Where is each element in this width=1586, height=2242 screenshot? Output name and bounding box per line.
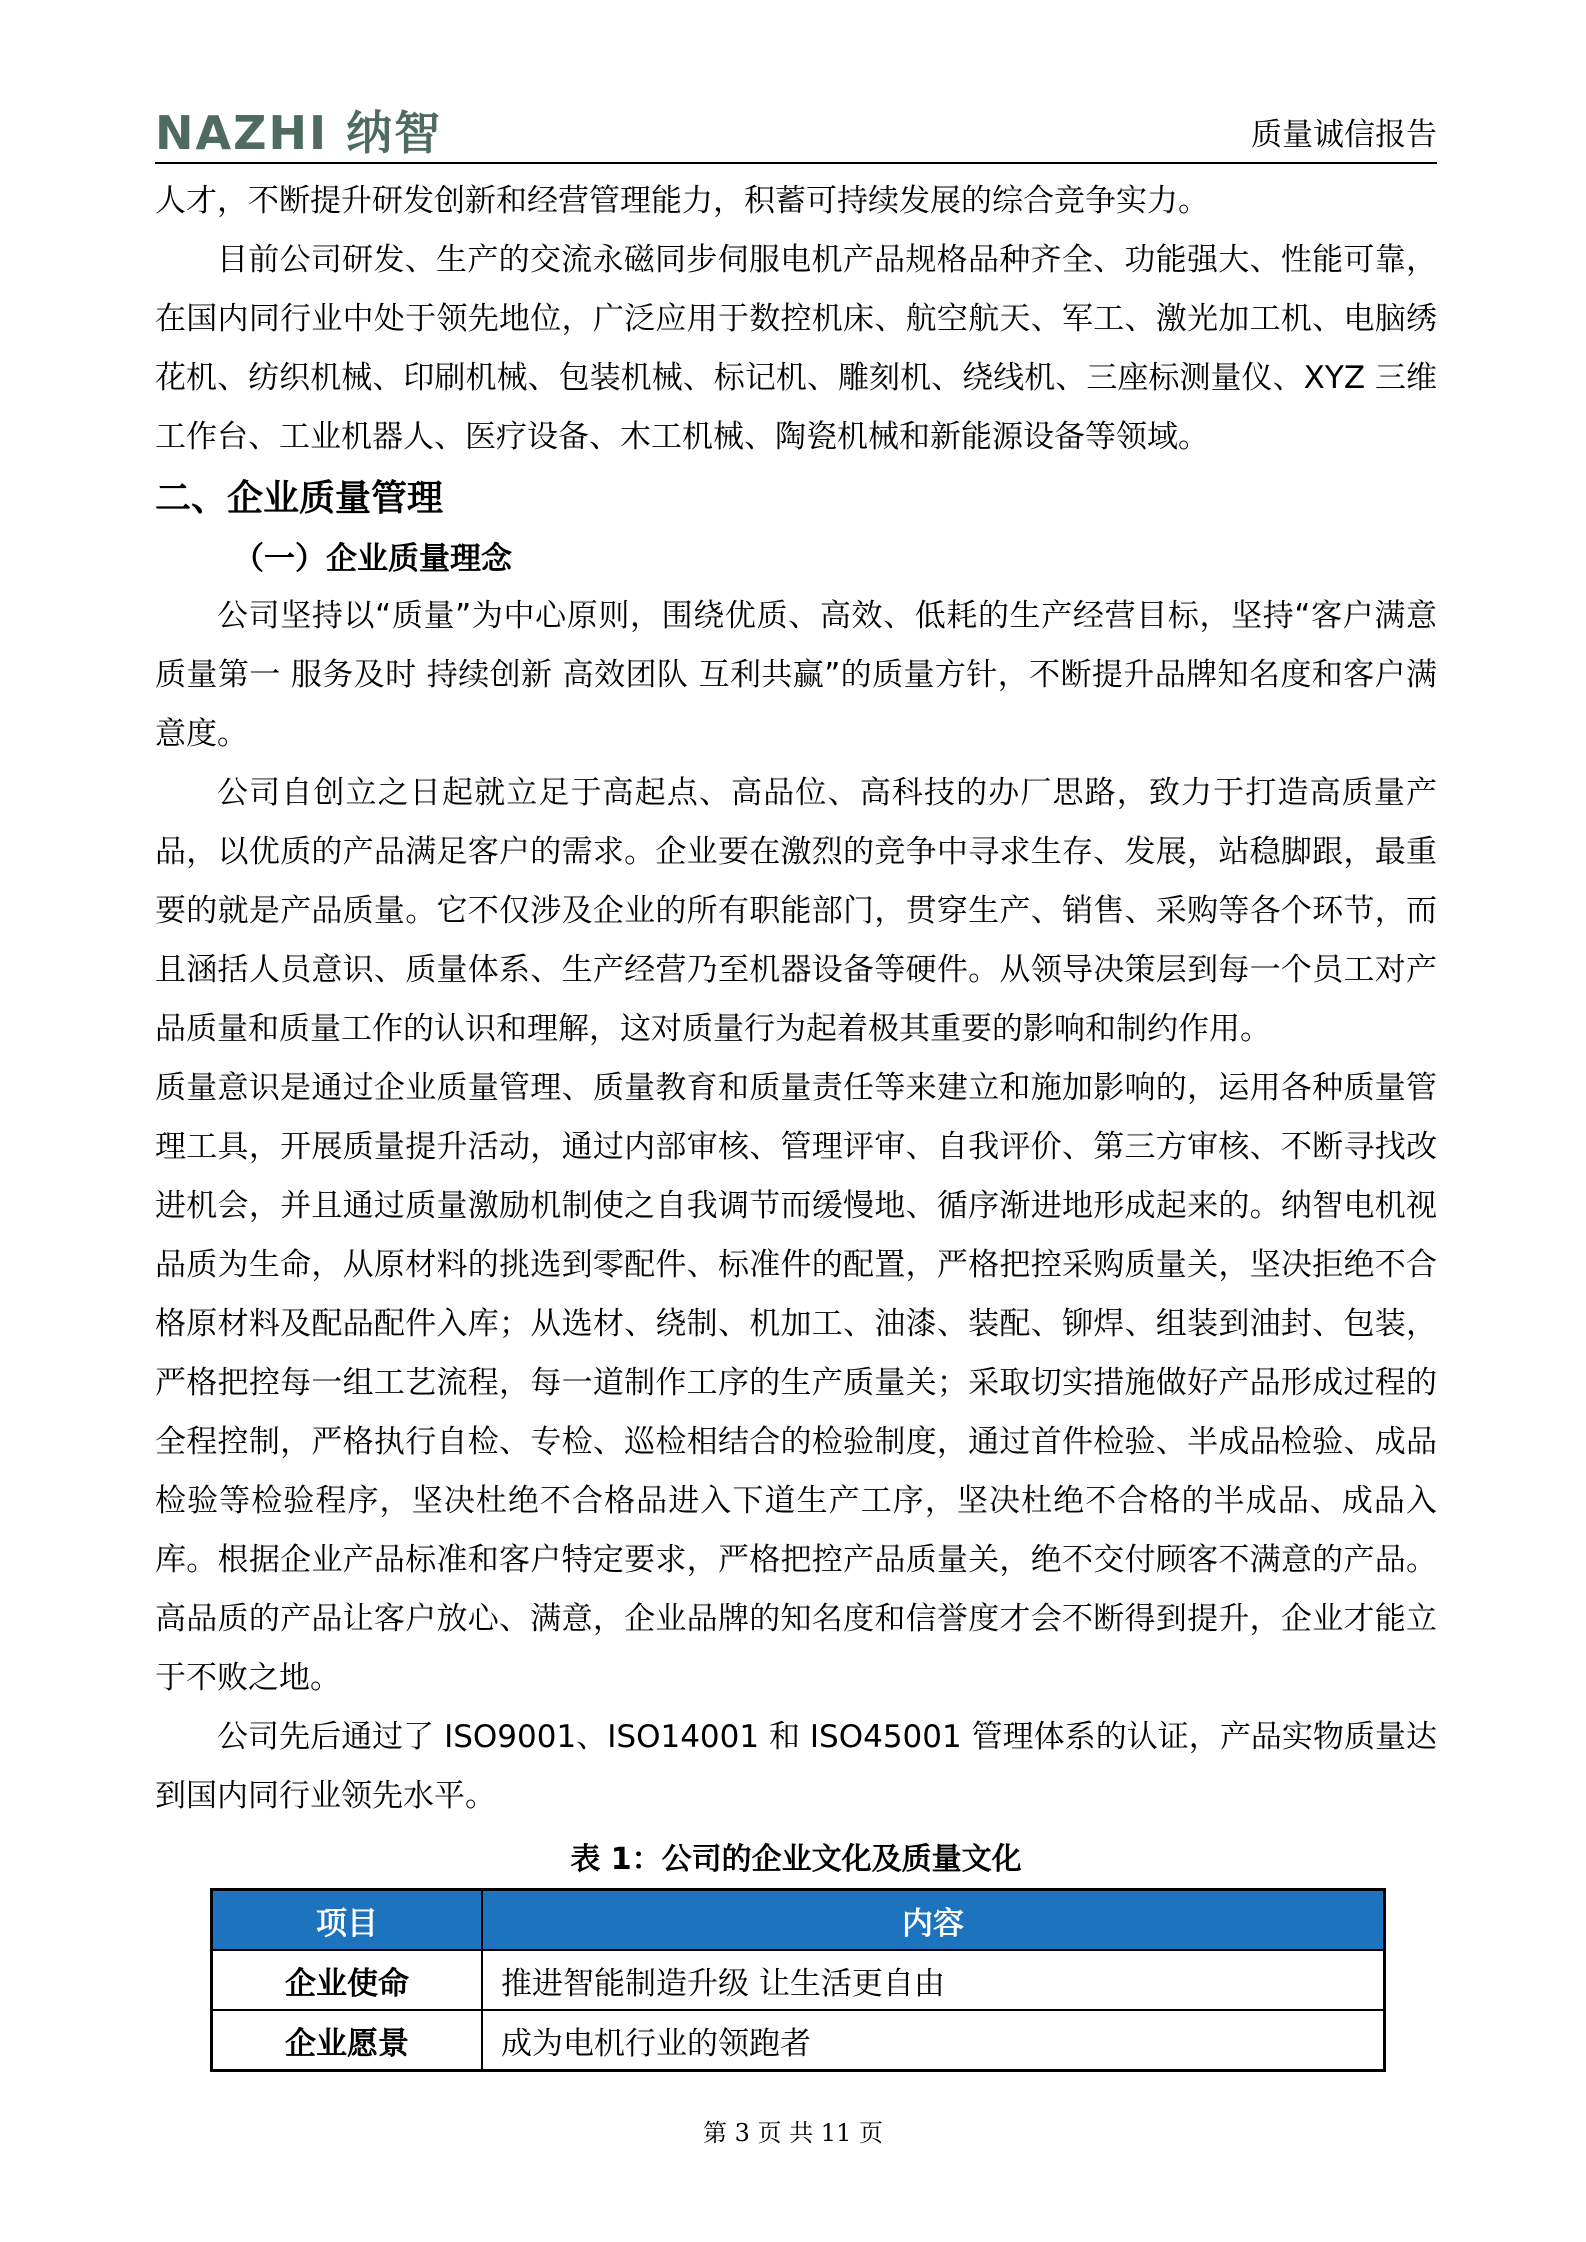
table-header-row <box>212 1890 1385 1951</box>
paragraph-quality-approach: 公司自创立之日起就立足于高起点、高品位、高科技的办厂思路，致力于打造高质量产品，以优质的产品满足客户的需求。企业要在激烈的竞争中寻求生存、发展，站稳脚跟，最重要的就是产品质量。它不仅涉及企业的所有职能部门，贯穿生产、销售、采购等各个环节，而且涵括人员意识、质量体系、生产经营乃至机器设备等硬件。从领导决策层到每一个员工对产品质量和质量工作的认识和理解，这对质量行为起着极其重要的影响和制约作用。 <box>155 775 1437 1047</box>
page-content <box>155 172 1437 2072</box>
column-header-content: 内容 <box>482 1890 1385 1951</box>
page-header <box>155 105 1437 165</box>
column-header-item: 项目 <box>212 1890 483 1951</box>
culture-table <box>210 1888 1386 2072</box>
table-cell-content: 推进智能制造升级 让生活更自由 <box>482 1950 1385 2010</box>
table-cell-item: 企业愿景 <box>212 2010 483 2071</box>
paragraph-quality-awareness: 质量意识是通过企业质量管理、质量教育和质量责任等来建立和施加影响的，运用各种质量管理工具，开展质量提升活动，通过内部审核、管理评审、自我评价、第三方审核、不断寻找改进机会，并且通过质量激励机制使之自我调节而缓慢地、循序渐进地形成起来的。纳智电机视品质为生命，从原材料的挑选到零配件、标准件的配置，严格把控采购质量关，坚决拒绝不合格原材料及配品配件入库；从选材、绕制、机加工、油漆、装配、铆焊、组装到油封、包装，严格把控每一组工艺流程，每一道制作工序的生产质量关；采取切实措施做好产品形成过程的全程控制，严格执行自检、专检、巡检相结合的检验制度，通过首件检验、半成品检验、成品检验等检验程序，坚决杜绝不合格品进入下道生产工序，坚决杜绝不合格的半成品、成品入库。根据企业产品标准和客户特定要求，严格把控产品质量关，绝不交付顾客不满意的产品。高品质的产品让客户放心、满意，企业品牌的知名度和信誉度才会不断得到提升，企业才能立于不败之地。 <box>155 1070 1437 1696</box>
paragraph-quality-policy: 公司坚持以“质量”为中心原则，围绕优质、高效、低耗的生产经营目标，坚持“客户满意 质量第一 服务及时 持续创新 高效团队 互利共赢”的质量方针，不断提升品牌知名度和客户满意度。 <box>155 598 1437 752</box>
paragraph-certifications: 公司先后通过了 ISO9001、ISO14001 和 ISO45001 管理体系的认证，产品实物质量达到国内同行业领先水平。 <box>155 1719 1437 1814</box>
table-cell-item: 企业使命 <box>212 1950 483 2010</box>
table-row <box>212 1950 1385 2010</box>
page-number: 第 3 页 共 11 页 <box>703 2119 883 2147</box>
section-heading-quality-management: 二、企业质量管理 <box>155 478 444 519</box>
subsection-heading-quality-philosophy: （一）企业质量理念 <box>233 541 512 577</box>
report-title: 质量诚信报告 <box>1251 117 1437 153</box>
paragraph-products: 目前公司研发、生产的交流永磁同步伺服电机产品规格品种齐全、功能强大、性能可靠，在国内同行业中处于领先地位，广泛应用于数控机床、航空航天、军工、激光加工机、电脑绣花机、纺织机械、印刷机械、包装机械、标记机、雕刻机、绕线机、三座标测量仪、XYZ 三维工作台、工业机器人、医疗设备、木工机械、陶瓷机械和新能源设备等领域。 <box>155 242 1437 455</box>
table-cell-content: 成为电机行业的领跑者 <box>482 2010 1385 2071</box>
table-row <box>212 2010 1385 2071</box>
header-divider <box>155 162 1437 164</box>
company-logo: NAZHI 纳智 <box>155 106 443 160</box>
paragraph-continuation: 人才，不断提升研发创新和经营管理能力，积蓄可持续发展的综合竞争实力。 <box>155 183 1209 219</box>
table-caption: 表 1：公司的企业文化及质量文化 <box>570 1842 1022 1877</box>
